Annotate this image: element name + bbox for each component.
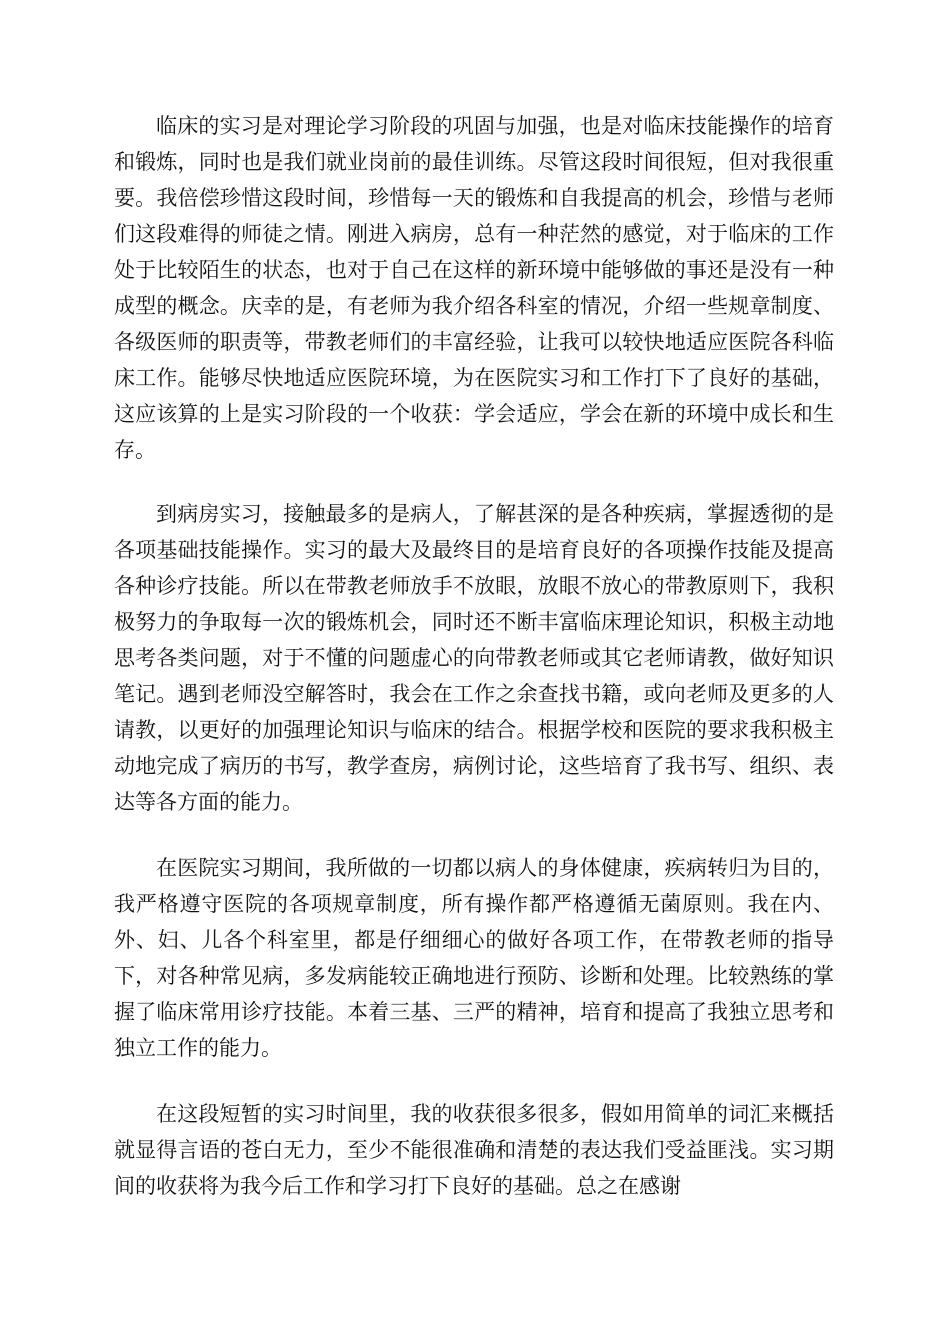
paragraph-1: 临床的实习是对理论学习阶段的巩固与加强，也是对临床技能操作的培育和锻炼，同时也是我们就业岗前的最佳训练。尽管这段时间很短，但对我很重要。我倍偿珍惜这段时间，珍惜每一天的锻炼和自我提高的机会，珍惜与老师们这段难得的师徒之情。刚进入病房，总有一种茫然的感觉，对于临床的工作处于比较陌生的状态，也对于自己在这样的新环境中能够做的事还是没有一种成型的概念。庆幸的是，有老师为我介绍各科室的情况，介绍一些规章制度、各级医师的职责等，带教老师们的丰富经验，让我可以较快地适应医院各科临床工作。能够尽快地适应医院环境，为在医院实习和工作打下了良好的基础，这应该算的上是实习阶段的一个收获：学会适应，学会在新的环境中成长和生存。 <box>114 114 834 462</box>
paragraph-3: 在医院实习期间，我所做的一切都以病人的身体健康，疾病转归为目的，我严格遵守医院的各项规章制度，所有操作都严格遵循无菌原则。我在内、外、妇、儿各个科室里，都是仔细细心的做好各项工作，在带教老师的指导下，对各种常见病，多发病能较正确地进行预防、诊断和处理。比较熟练的掌握了临床常用诊疗技能。本着三基、三严的精神，培育和提高了我独立思考和独立工作的能力。 <box>114 856 834 1060</box>
document-page <box>114 108 834 1204</box>
paragraph-2: 到病房实习，接触最多的是病人，了解甚深的是各种疾病，掌握透彻的是各项基础技能操作。实习的最大及最终目的是培育良好的各项操作技能及提高各种诊疗技能。所以在带教老师放手不放眼，放眼不放心的带教原则下，我积极努力的争取每一次的锻炼机会，同时还不断丰富临床理论知识，积极主动地思考各类问题，对于不懂的问题虚心的向带教老师或其它老师请教，做好知识笔记。遇到老师没空解答时，我会在工作之余查找书籍，或向老师及更多的人请教，以更好的加强理论知识与临床的结合。根据学校和医院的要求我积极主动地完成了病历的书写，教学查房，病例讨论，这些培育了我书写、组织、表达等各方面的能力。 <box>114 502 834 814</box>
paragraph-4: 在这段短暂的实习时间里，我的收获很多很多，假如用简单的词汇来概括就显得言语的苍白无力，至少不能很准确和清楚的表达我们受益匪浅。实习期间的收获将为我今后工作和学习打下良好的基础。总之在感谢 <box>114 1102 834 1198</box>
